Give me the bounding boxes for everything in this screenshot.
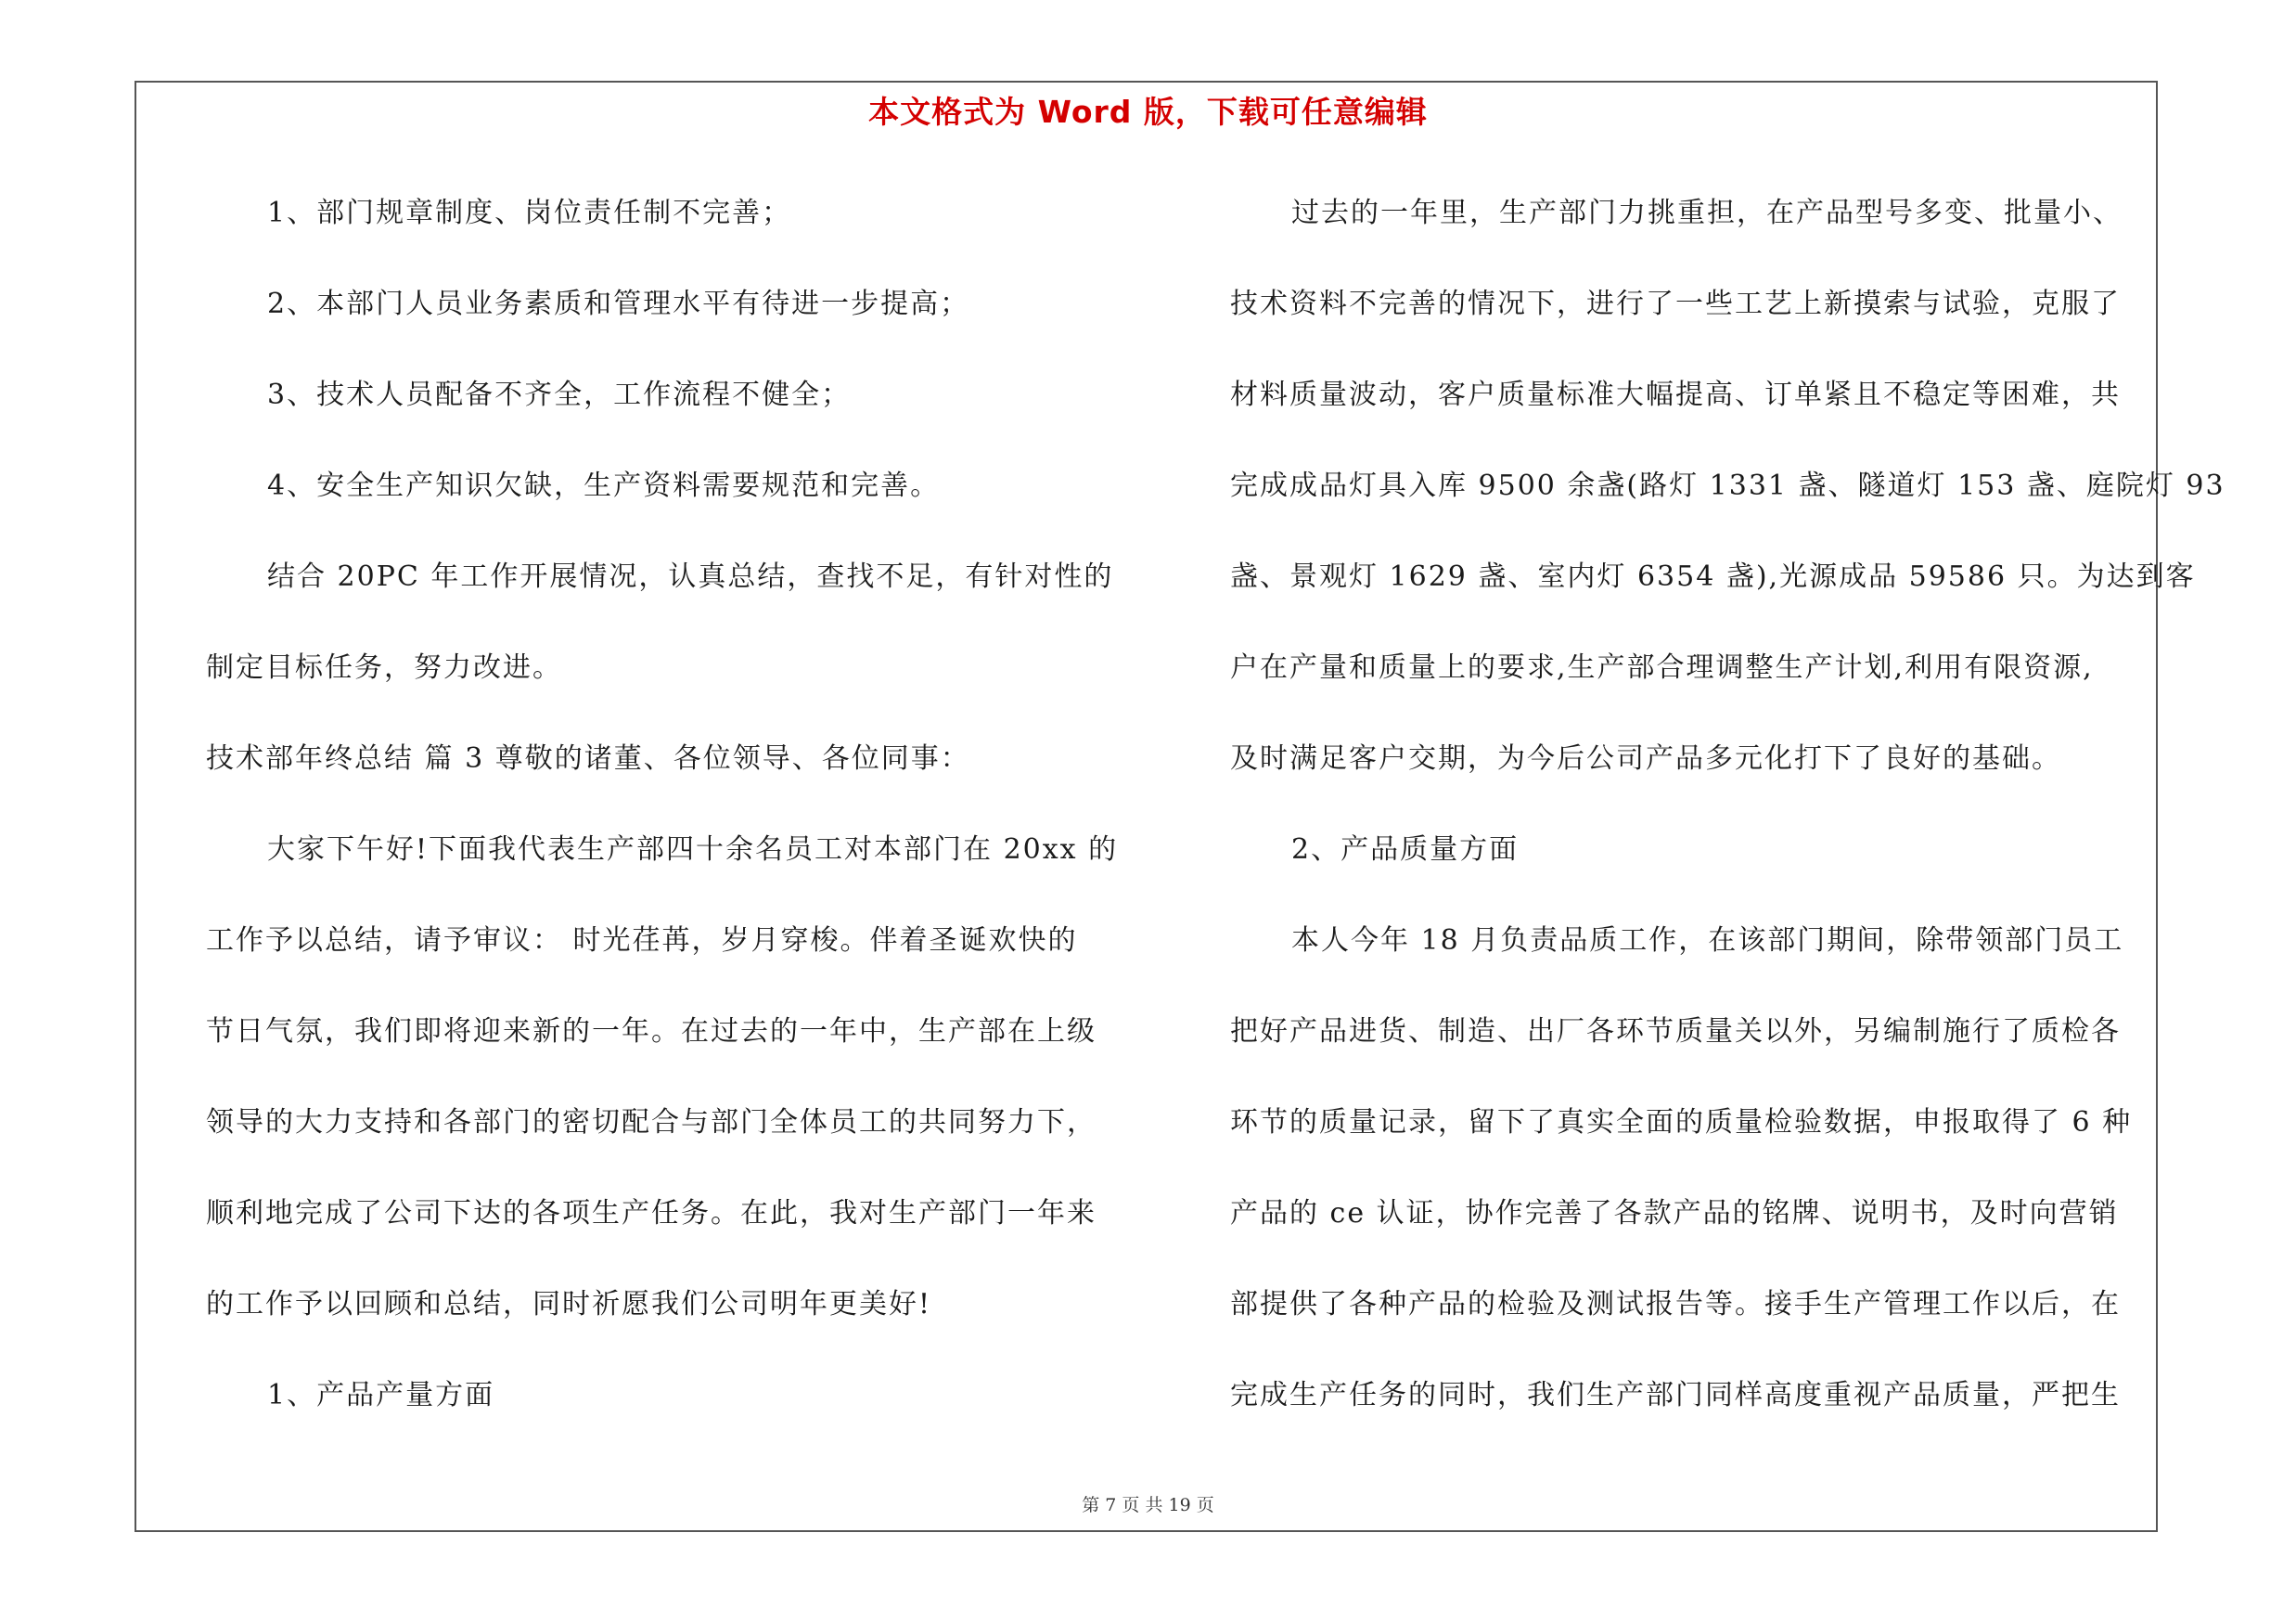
text-line: 节日气氛，我们即将迎来新的一年。在过去的一年中，生产部在上级	[206, 1015, 1097, 1048]
text-line: 3、技术人员配备不齐全，工作流程不健全；	[267, 379, 852, 411]
text-line: 工作予以总结，请予审议： 时光荏苒，岁月穿梭。伴着圣诞欢快的	[206, 924, 1078, 957]
text-line: 大家下午好!下面我代表生产部四十余名员工对本部门在 20xx 的	[267, 833, 1119, 866]
text-line: 制定目标任务，努力改进。	[206, 651, 562, 684]
text-line: 技术资料不完善的情况下，进行了一些工艺上新摸索与试验，克服了	[1230, 288, 2121, 320]
text-line: 把好产品进货、制造、出厂各环节质量关以外，另编制施行了质检各	[1230, 1015, 2121, 1048]
text-line: 结合 20PC 年工作开展情况，认真总结，查找不足，有针对性的	[267, 560, 1114, 593]
text-line: 部提供了各种产品的检验及测试报告等。接手生产管理工作以后，在	[1230, 1288, 2121, 1320]
text-line: 盏、景观灯 1629 盏、室内灯 6354 盏),光源成品 59586 只。为达到客	[1230, 560, 2196, 593]
text-line: 本人今年 18 月负责品质工作，在该部门期间，除带领部门员工	[1291, 924, 2124, 957]
text-line: 完成成品灯具入库 9500 余盏(路灯 1331 盏、隧道灯 153 盏、庭院灯 93	[1230, 470, 2225, 502]
right-text-column	[1230, 184, 2225, 1457]
text-line: 材料质量波动，客户质量标准大幅提高、订单紧且不稳定等困难，共	[1230, 379, 2121, 411]
text-line: 顺利地完成了公司下达的各项生产任务。在此，我对生产部门一年来	[206, 1197, 1097, 1230]
text-line: 的工作予以回顾和总结，同时祈愿我们公司明年更美好!	[206, 1288, 932, 1320]
text-line: 及时满足客户交期，为今后公司产品多元化打下了良好的基础。	[1230, 742, 2061, 775]
text-line: 技术部年终总结 篇 3 尊敬的诸董、各位领导、各位同事：	[206, 742, 970, 775]
text-line: 产品的 ce 认证，协作完善了各款产品的铭牌、说明书，及时向营销	[1230, 1197, 2119, 1230]
text-line: 户在产量和质量上的要求,生产部合理调整生产计划,利用有限资源,	[1230, 651, 2094, 684]
text-line: 完成生产任务的同时，我们生产部门同样高度重视产品质量，严把生	[1230, 1379, 2121, 1411]
text-line: 1、部门规章制度、岗位责任制不完善；	[267, 197, 792, 229]
text-line: 环节的质量记录，留下了真实全面的质量检验数据，申报取得了 6 种	[1230, 1106, 2133, 1139]
page-number-footer: 第 7 页 共 19 页	[1082, 1495, 1214, 1515]
text-line: 1、产品产量方面	[267, 1379, 495, 1411]
text-line: 2、产品质量方面	[1291, 833, 1520, 866]
text-line: 领导的大力支持和各部门的密切配合与部门全体员工的共同努力下，	[206, 1106, 1097, 1139]
left-text-column	[206, 184, 1152, 1457]
text-line: 4、安全生产知识欠缺，生产资料需要规范和完善。	[267, 470, 941, 502]
document-header-notice: 本文格式为 Word 版，下载可任意编辑	[868, 94, 1428, 130]
text-line: 2、本部门人员业务素质和管理水平有待进一步提高；	[267, 288, 970, 320]
text-line: 过去的一年里，生产部门力挑重担，在产品型号多变、批量小、	[1291, 197, 2123, 229]
